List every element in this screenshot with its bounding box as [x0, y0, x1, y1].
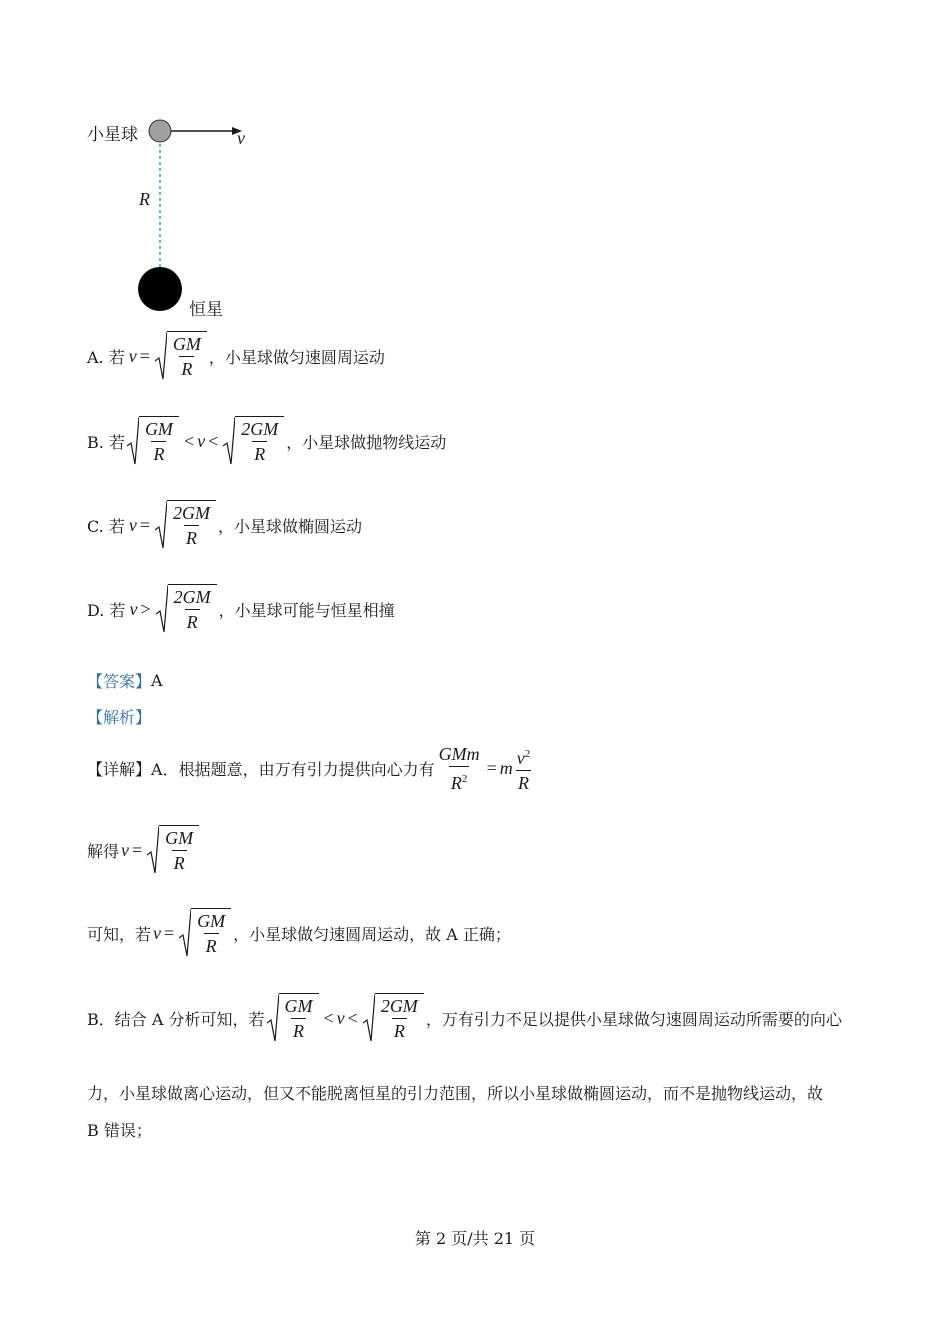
denominator: R	[172, 850, 187, 873]
know-prefix: 可知，若	[87, 924, 152, 944]
denominator: R	[179, 356, 194, 379]
b-line2: 力，小星球做离心运动，但又不能脱离恒星的引力范围，所以小星球做椭圆运动，而不是抛物线运动，故	[87, 1083, 824, 1103]
sqrt-2gm-over-r	[223, 416, 284, 466]
option-d-suffix: ，小星球可能与恒星相撞	[218, 600, 395, 620]
option-a-suffix: ，小星球做匀速圆周运动	[208, 347, 385, 367]
denominator: R	[184, 525, 199, 548]
option-a-prefix: A. 若	[87, 347, 125, 367]
numerator: GM	[172, 334, 201, 354]
answer-value: A	[151, 670, 163, 690]
numerator: 2GM	[173, 587, 211, 607]
option-b-suffix: ，小星球做抛物线运动	[286, 432, 447, 452]
star-circle	[138, 267, 182, 311]
numerator: GM	[144, 419, 173, 439]
m-symbol: m	[499, 757, 513, 778]
star-label: 恒星	[189, 300, 223, 320]
v-symbol: v	[336, 1007, 345, 1028]
denominator: R	[151, 441, 166, 464]
equals-sign: =	[139, 345, 150, 366]
equals-sign: =	[132, 839, 143, 860]
v-symbol: v	[128, 514, 137, 535]
exponent: 2	[524, 747, 531, 760]
greater-than-sign: >	[140, 598, 151, 619]
equals-sign: =	[486, 757, 497, 778]
denominator: R	[516, 770, 531, 793]
answer-line	[87, 669, 163, 691]
denominator: R	[291, 1018, 306, 1041]
numerator: GM	[284, 996, 313, 1016]
answer-tag: 【答案】	[87, 671, 152, 691]
numerator: 2GM	[173, 503, 211, 523]
page-footer: 第 2 页/共 21 页	[414, 1229, 536, 1248]
radius-label: R	[139, 189, 150, 209]
fraction	[171, 503, 212, 548]
know-suffix: ，小星球做匀速圆周运动，故 A 正确；	[233, 924, 511, 944]
sqrt-2gm-over-r	[156, 584, 217, 634]
know-line	[87, 905, 511, 961]
small-star-label: 小星球	[87, 125, 138, 145]
b-analysis-line-3	[87, 1117, 152, 1141]
small-star-circle	[149, 120, 171, 142]
v-symbol: v	[153, 922, 162, 943]
fraction	[379, 996, 420, 1041]
solve-prefix: 解得	[87, 841, 120, 861]
fraction	[171, 334, 203, 379]
less-than-sign: <	[208, 430, 219, 451]
denominator	[449, 766, 470, 793]
sqrt-gm-over-r	[267, 993, 319, 1043]
less-than-sign: <	[347, 1007, 358, 1028]
exponent: 2	[461, 772, 468, 785]
sqrt-gm-over-r	[179, 908, 231, 958]
detail-line1-text: A．根据题意，由万有引力提供向心力有	[151, 759, 435, 779]
v2-over-r	[515, 744, 533, 793]
option-b-prefix: B. 若	[87, 432, 125, 452]
b-analysis-line	[87, 990, 842, 1046]
sqrt-2gm-over-r	[363, 993, 424, 1043]
b-line3: B 错误；	[87, 1120, 152, 1140]
option-b	[87, 413, 446, 469]
sqrt-gm-over-r	[147, 825, 199, 875]
gmm-over-r2	[437, 744, 482, 793]
v-symbol: v	[197, 430, 206, 451]
detail-line-1	[87, 740, 534, 796]
numerator: 2GM	[241, 419, 279, 439]
b-suffix: ，万有引力不足以提供小星球做匀速圆周运动所需要的向心	[425, 1009, 842, 1029]
equals-sign: =	[139, 514, 151, 535]
fraction	[163, 828, 195, 873]
fraction	[283, 996, 315, 1041]
numerator: GM	[165, 828, 194, 848]
analysis-line	[87, 705, 151, 727]
v-base: v	[516, 747, 525, 768]
option-c-suffix: ，小星球做椭圆运动	[218, 516, 363, 536]
option-c-prefix: C. 若	[87, 516, 125, 536]
numerator: 2GM	[380, 996, 418, 1016]
numerator: GMm	[438, 743, 480, 764]
denominator: R	[252, 441, 267, 464]
sqrt-gm-over-r	[127, 416, 179, 466]
less-than-sign: <	[183, 430, 195, 451]
b-prefix: B．结合 A 分析可知，若	[87, 1009, 265, 1029]
velocity-label: v	[237, 128, 245, 148]
numerator: GM	[197, 911, 226, 931]
option-d	[87, 581, 395, 637]
fraction	[195, 911, 227, 956]
denominator: R	[392, 1018, 407, 1041]
numerator	[515, 744, 533, 770]
sqrt-gm-over-r	[155, 331, 207, 381]
less-than-sign: <	[323, 1007, 334, 1028]
v-symbol: v	[129, 598, 138, 619]
option-d-prefix: D. 若	[87, 600, 126, 620]
sqrt-2gm-over-r	[155, 500, 216, 550]
fraction	[143, 419, 175, 464]
b-analysis-line-2	[87, 1080, 823, 1104]
r-base: R	[450, 772, 462, 793]
detail-tag: 【详解】	[87, 759, 152, 779]
equals-sign: =	[164, 922, 175, 943]
solve-line	[87, 822, 201, 878]
analysis-tag: 【解析】	[87, 707, 152, 727]
v-symbol: v	[128, 345, 137, 366]
v-symbol: v	[121, 839, 130, 860]
fraction	[239, 419, 280, 464]
option-a	[87, 328, 385, 384]
denominator: R	[204, 933, 219, 956]
denominator: R	[185, 609, 200, 632]
option-c	[87, 497, 362, 553]
fraction	[172, 587, 213, 632]
